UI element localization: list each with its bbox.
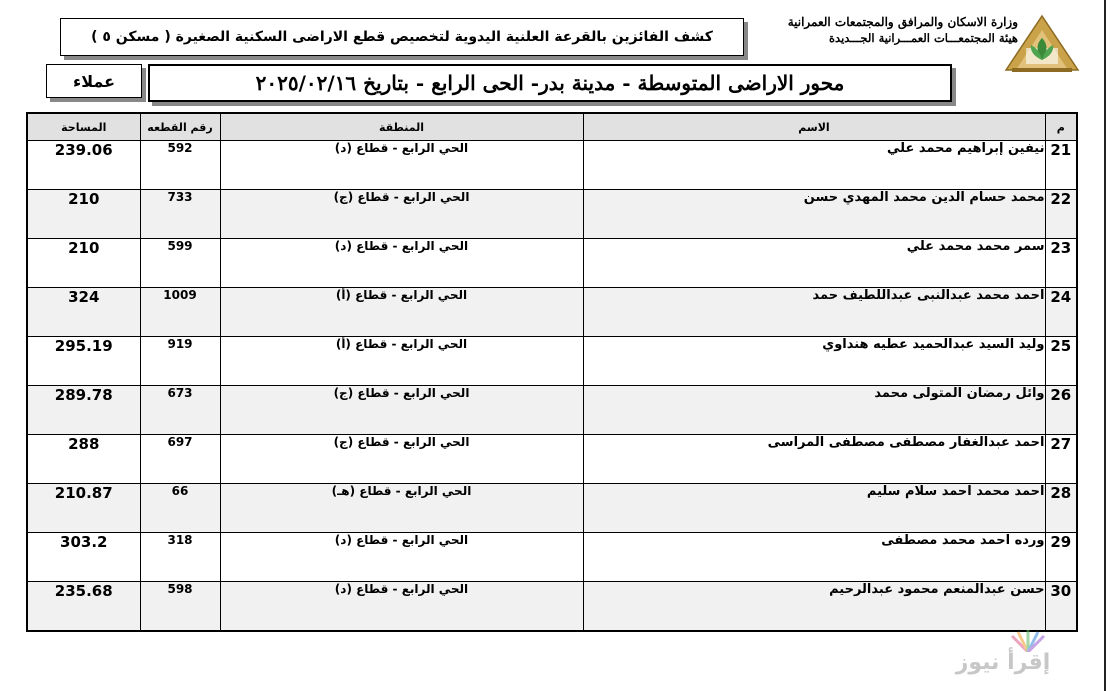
table-row [27, 582, 1077, 631]
cell-area: 210 [27, 190, 140, 239]
cell-name: حسن عبدالمنعم محمود عبدالرحيم [583, 582, 1045, 631]
cell-number: 25 [1045, 337, 1077, 386]
table-header-row [27, 113, 1077, 141]
cell-plot: 697 [140, 435, 220, 484]
cell-area: 288 [27, 435, 140, 484]
cell-zone: الحي الرابع - قطاع (ج) [220, 435, 583, 484]
cell-area: 210 [27, 239, 140, 288]
column-header-zone: المنطقة [220, 113, 583, 141]
cell-name: احمد محمد عبدالنبى عبداللطيف حمد [583, 288, 1045, 337]
organization-header [788, 14, 1018, 46]
authority-name: هيئة المجتمعـــات العمـــرانية الجـــديدة [829, 31, 1018, 45]
cell-number: 23 [1045, 239, 1077, 288]
cell-area: 210.87 [27, 484, 140, 533]
table-row [27, 337, 1077, 386]
column-header-number: م [1045, 113, 1077, 141]
cell-number: 26 [1045, 386, 1077, 435]
cell-name: نيفين إبراهيم محمد علي [583, 141, 1045, 190]
cell-plot: 1009 [140, 288, 220, 337]
winners-table [26, 112, 1078, 632]
cell-area: 324 [27, 288, 140, 337]
table-row [27, 533, 1077, 582]
column-header-area: المساحة [27, 113, 140, 141]
category-label: عملاء [46, 64, 142, 98]
cell-area: 295.19 [27, 337, 140, 386]
cell-name: وائل رمضان المتولى محمد [583, 386, 1045, 435]
cell-plot: 919 [140, 337, 220, 386]
cell-number: 27 [1045, 435, 1077, 484]
ministry-name: وزارة الاسكان والمرافق والمجتمعات العمرانية [787, 15, 1018, 29]
cell-zone: الحي الرابع - قطاع (ج) [220, 386, 583, 435]
cell-plot: 598 [140, 582, 220, 631]
table-row [27, 239, 1077, 288]
cell-plot: 318 [140, 533, 220, 582]
cell-zone: الحي الرابع - قطاع (د) [220, 239, 583, 288]
cell-number: 29 [1045, 533, 1077, 582]
cell-area: 235.68 [27, 582, 140, 631]
cell-number: 24 [1045, 288, 1077, 337]
book-fan-icon [1008, 630, 1048, 652]
cell-zone: الحي الرابع - قطاع (د) [220, 582, 583, 631]
table-row [27, 190, 1077, 239]
cell-plot: 66 [140, 484, 220, 533]
watermark [948, 630, 1058, 680]
cell-area: 289.78 [27, 386, 140, 435]
cell-zone: الحي الرابع - قطاع (هـ) [220, 484, 583, 533]
cell-zone: الحي الرابع - قطاع (أ) [220, 337, 583, 386]
cell-plot: 592 [140, 141, 220, 190]
cell-zone: الحي الرابع - قطاع (ج) [220, 190, 583, 239]
table-row [27, 386, 1077, 435]
document-title: كشف الفائزين بالقرعة العلنية اليدوية لتخصيص قطع الاراضى السكنية الصغيرة ( مسكن ٥ ) [60, 18, 744, 56]
cell-area: 303.2 [27, 533, 140, 582]
cell-name: محمد حسام الدين محمد المهدي حسن [583, 190, 1045, 239]
cell-name: ورده احمد محمد مصطفى [583, 533, 1045, 582]
cell-area: 239.06 [27, 141, 140, 190]
cell-plot: 673 [140, 386, 220, 435]
cell-plot: 599 [140, 239, 220, 288]
cell-name: سمر محمد محمد علي [583, 239, 1045, 288]
cell-zone: الحي الرابع - قطاع (د) [220, 141, 583, 190]
cell-number: 22 [1045, 190, 1077, 239]
cell-plot: 733 [140, 190, 220, 239]
column-header-name: الاسم [583, 113, 1045, 141]
cell-zone: الحي الرابع - قطاع (د) [220, 533, 583, 582]
table-row [27, 484, 1077, 533]
cell-name: احمد محمد احمد سلام سليم [583, 484, 1045, 533]
cell-number: 28 [1045, 484, 1077, 533]
cell-name: احمد عبدالغفار مصطفى مصطفى المراسى [583, 435, 1045, 484]
document-subtitle: محور الاراضى المتوسطة - مدينة بدر- الحى الرابع - بتاريخ ٢٠٢٥/٠٢/١٦ [148, 64, 952, 102]
cell-zone: الحي الرابع - قطاع (أ) [220, 288, 583, 337]
table-row [27, 141, 1077, 190]
page-edge [1104, 0, 1106, 691]
cell-name: وليد السيد عبدالحميد عطيه هنداوي [583, 337, 1045, 386]
cell-number: 21 [1045, 141, 1077, 190]
watermark-text: إقرأ نيوز [955, 650, 1051, 675]
cell-number: 30 [1045, 582, 1077, 631]
table-row [27, 288, 1077, 337]
column-header-plot: رقم القطعه [140, 113, 220, 141]
table-row [27, 435, 1077, 484]
